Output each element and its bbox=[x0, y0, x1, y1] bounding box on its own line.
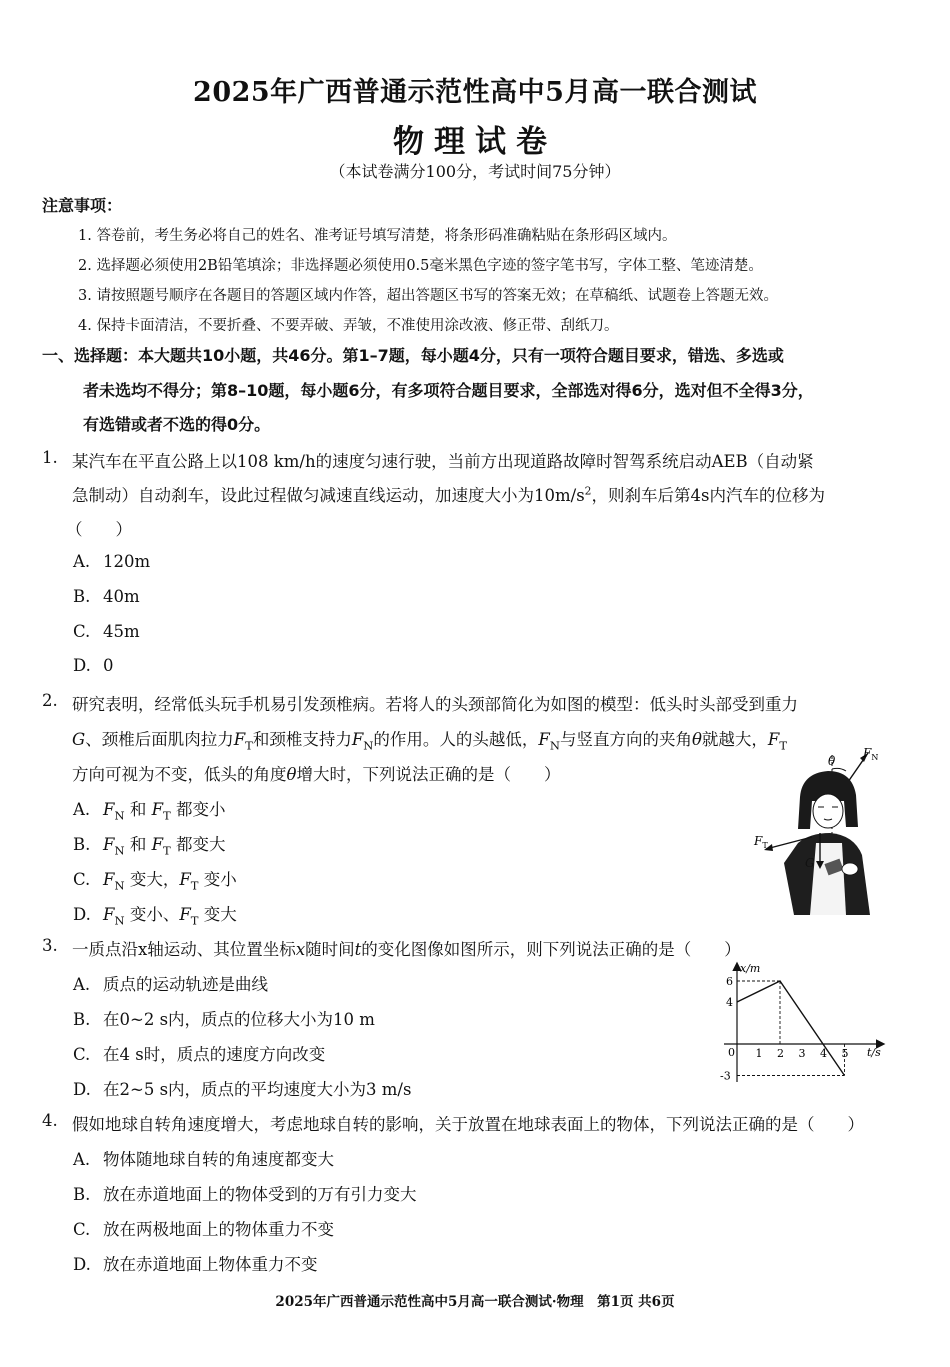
x-tick-label: 4 bbox=[820, 1047, 827, 1060]
y-axis-label: x/m bbox=[740, 962, 761, 975]
question-3-option-b[interactable]: B. 在0~2 s内，质点的位移大小为10 m bbox=[73, 1010, 375, 1029]
question-1-answer-blank: （ ） bbox=[66, 520, 132, 539]
subject-title: 物理试卷 bbox=[393, 124, 557, 160]
question-2-stem-line-2: G、颈椎后面肌肉拉力$F_T$和颈椎支持力$F_N$的作用。人的头越低，$F_N$与竖直方向的夹角θ就越大，$F_T$ bbox=[72, 730, 788, 753]
position-time-chart bbox=[718, 958, 888, 1088]
question-4-option-c[interactable]: C. 放在两极地面上的物体重力不变 bbox=[73, 1220, 334, 1239]
y-tick-label: 6 bbox=[726, 975, 733, 988]
question-2-option-b[interactable]: B. $F_N$ 和 $F_T$ 都变大 bbox=[73, 835, 226, 858]
notice-item-2: 2. 选择题必须使用2B铅笔填涂；非选择题必须使用0.5毫米黑色字迹的签字笔书写，字体工整、笔迹清楚。 bbox=[78, 258, 763, 274]
question-2-stem-line-3: 方向可视为不变，低头的角度θ增大时，下列说法正确的是（ ） bbox=[72, 765, 561, 784]
notice-item-3: 3. 请按照题号顺序在各题目的答题区域内作答，超出答题区书写的答案无效；在草稿纸、试题卷上答题无效。 bbox=[78, 288, 778, 304]
x-tick-label: 2 bbox=[777, 1047, 784, 1060]
question-2-number: 2. bbox=[42, 691, 58, 710]
ft-label: $F_T$ bbox=[754, 834, 768, 850]
section-heading-line-2: 者未选均不得分；第8–10题，每小题6分，有多项符合题目要求，全部选对得6分，选对但不全得3分， bbox=[83, 381, 814, 400]
position-series-line bbox=[737, 981, 845, 1076]
notice-item-1: 1. 答卷前，考生务必将自己的姓名、准考证号填写清楚，将条形码准确粘贴在条形码区域内。 bbox=[78, 228, 677, 244]
question-2-option-c[interactable]: C. $F_N$ 变大，$F_T$ 变小 bbox=[73, 870, 237, 893]
question-1-option-b[interactable]: B. 40m bbox=[73, 587, 140, 606]
question-4-number: 4. bbox=[42, 1111, 58, 1130]
question-1-stem-line-1: 某汽车在平直公路上以108 km/h的速度匀速行驶，当前方出现道路故障时智驾系统启动AEB（自动紧 bbox=[72, 452, 814, 471]
section-heading-line-3: 有选错或者不选的得0分。 bbox=[83, 415, 271, 434]
question-3-stem: 一质点沿x轴运动、其位置坐标x随时间t的变化图像如图所示，则下列说法正确的是（ ） bbox=[72, 940, 741, 959]
y-tick-label: -3 bbox=[720, 1069, 731, 1083]
head-neck-force-diagram bbox=[750, 745, 885, 920]
exam-title: 2025年广西普通示范性高中5月高一联合测试 bbox=[193, 77, 757, 108]
question-1-option-c[interactable]: C. 45m bbox=[73, 622, 140, 641]
question-1-number: 1. bbox=[42, 448, 58, 467]
question-4-stem: 假如地球自转角速度增大，考虑地球自转的影响，关于放置在地球表面上的物体，下列说法正确的是（ ） bbox=[72, 1115, 864, 1134]
x-tick-label: 0 bbox=[728, 1046, 735, 1059]
x-tick-label: 1 bbox=[755, 1047, 763, 1060]
question-2-option-d[interactable]: D. $F_N$ 变小、$F_T$ 变大 bbox=[73, 905, 237, 928]
question-2-stem-line-1: 研究表明，经常低头玩手机易引发颈椎病。若将人的头颈部简化为如图的模型：低头时头部受到重力 bbox=[72, 695, 798, 714]
question-1-option-d[interactable]: D. 0 bbox=[73, 656, 114, 675]
question-1-stem-line-2: 急制动）自动刹车，设此过程做匀减速直线运动，加速度大小为$10m/s^2$，则刹车后第4s内汽车的位移为 bbox=[72, 484, 825, 505]
question-1-option-a[interactable]: A. 120m bbox=[73, 552, 151, 571]
x-tick-label: 5 bbox=[841, 1047, 849, 1060]
question-2-option-a[interactable]: A. $F_N$ 和 $F_T$ 都变小 bbox=[73, 800, 226, 823]
y-tick-label: 4 bbox=[726, 996, 733, 1009]
theta-label: θ bbox=[828, 754, 836, 768]
question-4-option-d[interactable]: D. 放在赤道地面上物体重力不变 bbox=[73, 1255, 318, 1274]
fn-label: $F_N$ bbox=[863, 746, 879, 762]
notice-heading: 注意事项： bbox=[42, 196, 123, 215]
question-4-option-a[interactable]: A. 物体随地球自转的角速度都变大 bbox=[73, 1150, 334, 1169]
notice-item-4: 4. 保持卡面清洁，不要折叠、不要弄破、弄皱，不准使用涂改液、修正带、刮纸刀。 bbox=[78, 318, 619, 334]
exam-info: （本试卷满分100分，考试时间75分钟） bbox=[329, 162, 621, 181]
question-3-number: 3. bbox=[42, 936, 58, 955]
page-footer: 2025年广西普通示范性高中5月高一联合测试·物理 第1页 共6页 bbox=[275, 1294, 675, 1310]
question-4-option-b[interactable]: B. 放在赤道地面上的物体受到的万有引力变大 bbox=[73, 1185, 417, 1204]
x-axis-label: t/s bbox=[867, 1046, 881, 1059]
g-label: G bbox=[805, 856, 815, 870]
x-tick-label: 3 bbox=[798, 1047, 806, 1060]
question-3-option-a[interactable]: A. 质点的运动轨迹是曲线 bbox=[73, 975, 268, 994]
question-3-option-d[interactable]: D. 在2~5 s内，质点的平均速度大小为3 m/s bbox=[73, 1080, 412, 1099]
question-3-option-c[interactable]: C. 在4 s时，质点的速度方向改变 bbox=[73, 1045, 326, 1064]
section-heading-line-1: 一、选择题：本大题共10小题，共46分。第1–7题，每小题4分，只有一项符合题目要求，错选、多选或 bbox=[42, 346, 784, 365]
